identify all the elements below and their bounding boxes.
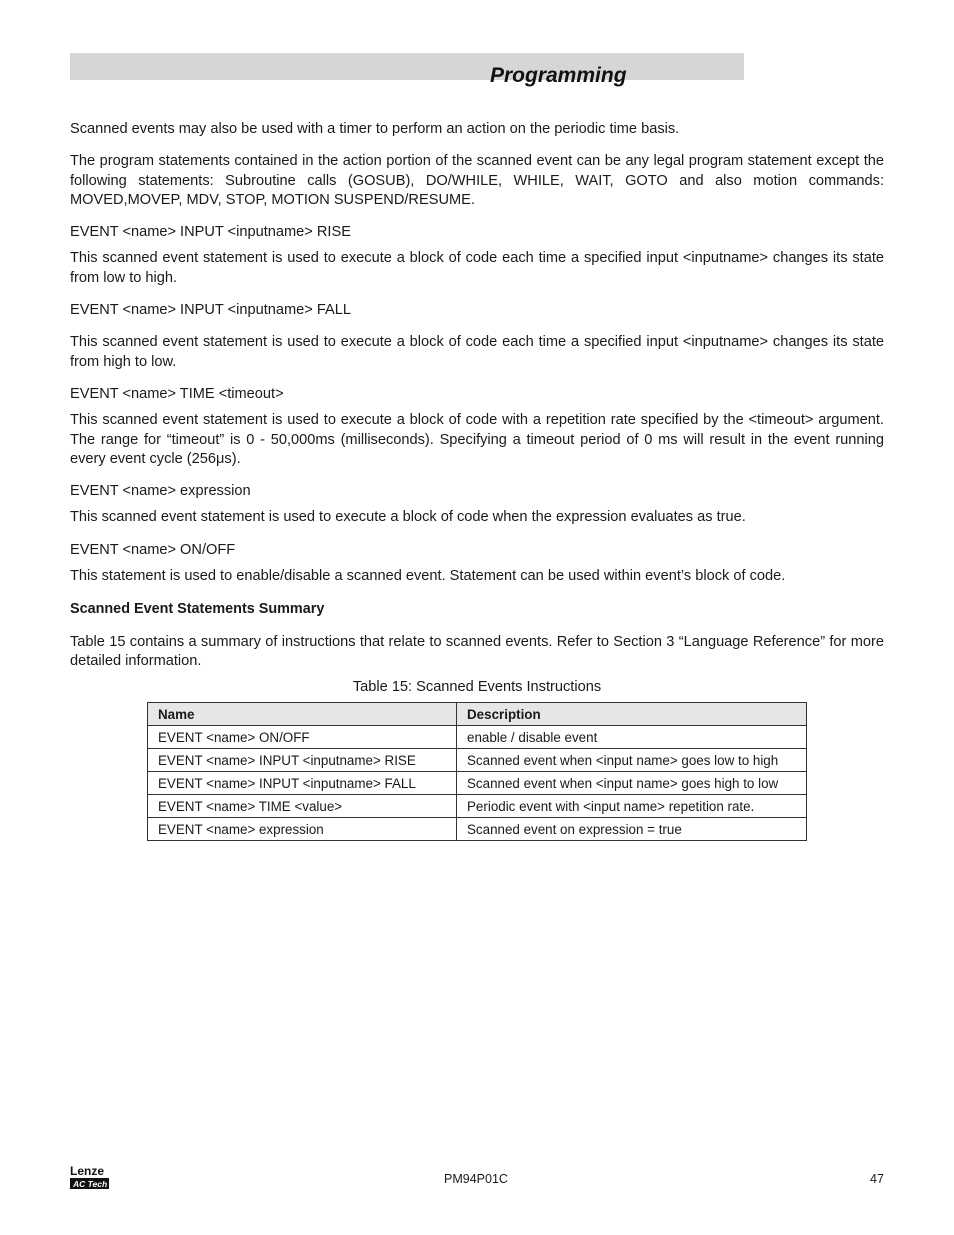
document-code: PM94P01C xyxy=(444,1172,508,1186)
table-cell: Periodic event with <input name> repetition rate. xyxy=(457,795,807,818)
section-heading: Scanned Event Statements Summary xyxy=(70,601,325,618)
page-title: Programming xyxy=(490,64,627,87)
header-bar xyxy=(70,53,744,80)
table-row xyxy=(148,818,807,841)
paragraph: Table 15 contains a summary of instructions that relate to scanned events. Refer to Section 3 “Language Reference” for more detailed information. xyxy=(70,633,884,669)
lenze-actech-logo-icon xyxy=(70,1164,110,1190)
table-cell: Scanned event when <input name> goes low to high xyxy=(457,749,807,772)
svg-text:Lenze: Lenze xyxy=(70,1164,105,1178)
svg-text:AC Tech: AC Tech xyxy=(73,1179,108,1189)
statement-syntax: EVENT <name> INPUT <inputname> FALL xyxy=(70,302,351,319)
table-cell: EVENT <name> TIME <value> xyxy=(148,795,457,818)
statement-syntax: EVENT <name> expression xyxy=(70,483,251,500)
statement-syntax: EVENT <name> INPUT <inputname> RISE xyxy=(70,224,351,241)
table-caption: Table 15: Scanned Events Instructions xyxy=(352,679,602,696)
summary-table xyxy=(147,702,807,841)
table-cell: EVENT <name> ON/OFF xyxy=(148,726,457,749)
table-cell: Scanned event when <input name> goes high to low xyxy=(457,772,807,795)
statement-syntax: EVENT <name> TIME <timeout> xyxy=(70,385,284,402)
table-cell: EVENT <name> expression xyxy=(148,818,457,841)
table-row xyxy=(148,726,807,749)
paragraph: The program statements contained in the action portion of the scanned event can be any legal program statement except the following statements: Subroutine calls (GOSUB), DO/WHILE, WHILE, WAIT, GOTO and also motion commands: MOVED,MOVEP, MDV, STOP, MOTION SUSPEND/RESUME. xyxy=(70,153,884,208)
lenze-logo xyxy=(70,1164,110,1195)
column-header: Description xyxy=(457,703,807,726)
page-number: 47 xyxy=(870,1172,884,1186)
paragraph: This scanned event statement is used to execute a block of code each time a specified input <inputname> changes its state from high to low. xyxy=(70,334,884,370)
body-content xyxy=(70,120,884,698)
table-row xyxy=(148,795,807,818)
statement-syntax: EVENT <name> ON/OFF xyxy=(70,541,236,558)
paragraph: This scanned event statement is used to execute a block of code when the expression evaluates as true. xyxy=(70,509,746,526)
paragraph: This scanned event statement is used to execute a block of code each time a specified input <inputname> changes its state from low to high. xyxy=(70,250,884,286)
table-cell: Scanned event on expression = true xyxy=(457,818,807,841)
table-row xyxy=(148,772,807,795)
table-row xyxy=(148,749,807,772)
paragraph: This scanned event statement is used to execute a block of code with a repetition rate specified by the <timeout> argument. The range for “timeout” is 0 - 50,000ms (milliseconds). Specifying a timeout period of 0 ms will result in the event running every event cycle (256μs). xyxy=(70,412,884,467)
column-header: Name xyxy=(148,703,457,726)
table-cell: enable / disable event xyxy=(457,726,807,749)
table-header-row xyxy=(148,703,807,726)
table-cell: EVENT <name> INPUT <inputname> RISE xyxy=(148,749,457,772)
paragraph: This statement is used to enable/disable a scanned event. Statement can be used within event’s block of code. xyxy=(70,568,786,585)
paragraph: Scanned events may also be used with a timer to perform an action on the periodic time basis. xyxy=(70,121,680,137)
table-cell: EVENT <name> INPUT <inputname> FALL xyxy=(148,772,457,795)
